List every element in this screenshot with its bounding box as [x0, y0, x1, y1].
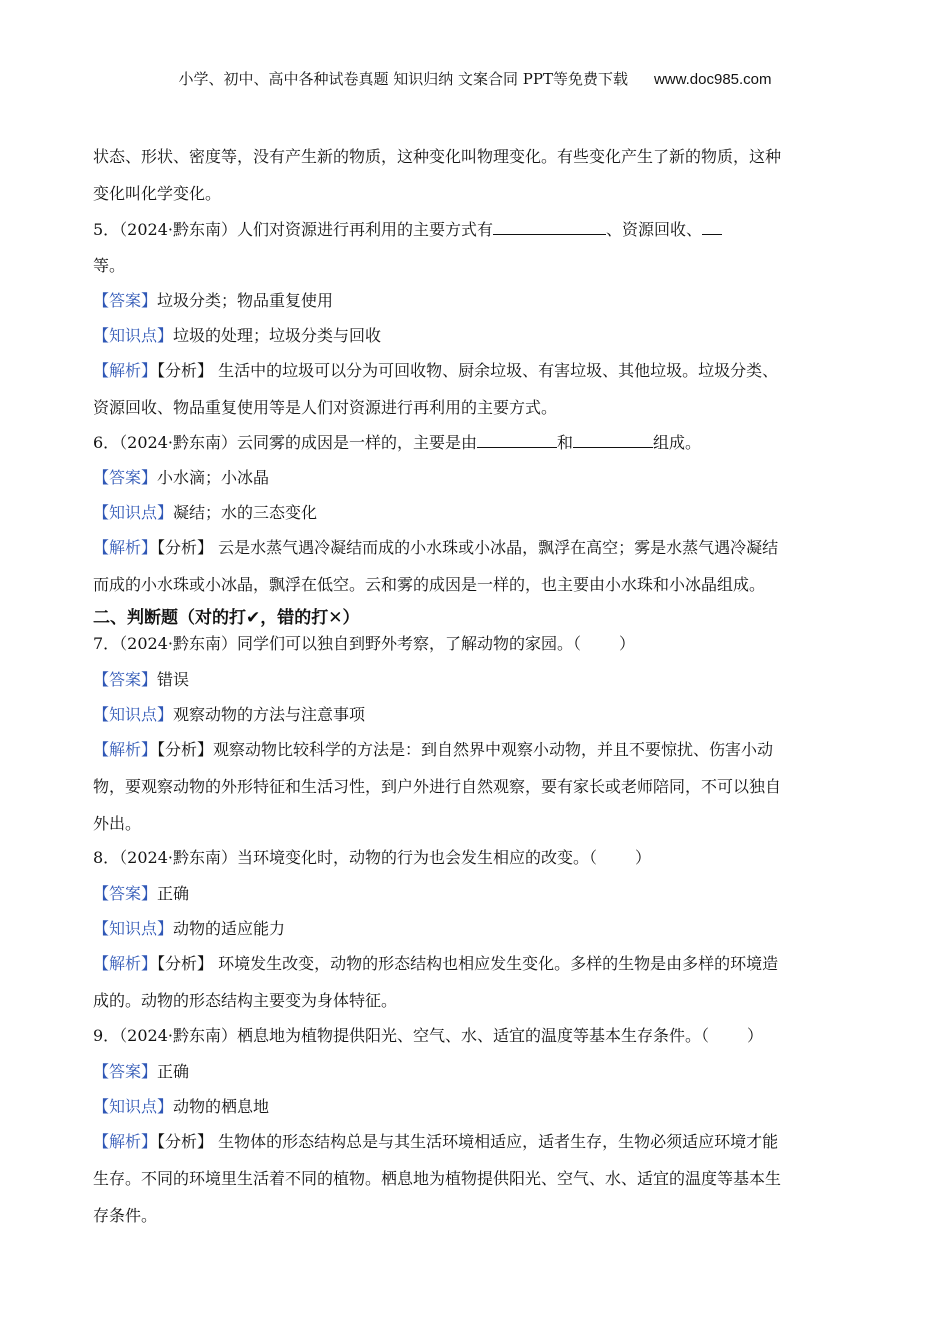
q6-analysis-text-1: 云是水蒸气遇冷凝结而成的小水珠或小冰晶，飘浮在高空；雾是水蒸气遇冷凝结: [213, 538, 779, 557]
q8-analysis-1: [93, 953, 863, 975]
page-header: [0, 68, 950, 89]
analysis-label: 【解析】: [93, 1132, 158, 1151]
q7-knowledge: [93, 704, 863, 726]
q5-stem-end: 等。: [93, 256, 126, 275]
q9-analysis-3: 存条件。: [93, 1206, 158, 1225]
answer-label: 【答案】: [93, 670, 158, 689]
answer-label: 【答案】: [93, 468, 158, 487]
q8-analysis-text-1: 环境发生改变，动物的形态结构也相应发生变化。多样的生物是由多样的环境造: [213, 954, 779, 973]
q5-blank-2: [702, 220, 722, 235]
q8-stem-text: 8．（2024·黔东南）当环境变化时，动物的行为也会发生相应的改变。（: [93, 848, 597, 867]
q9-stem-text: 9．（2024·黔东南）栖息地为植物提供阳光、空气、水、适宜的温度等基本生存条件。（: [93, 1026, 709, 1045]
analyze-label: 【分析】: [157, 1132, 214, 1151]
header-site: www.doc985.com: [653, 71, 772, 88]
q9-stem-close: ）: [747, 1026, 764, 1045]
q9-analysis-text-1: 生物体的形态结构总是与其生活环境相适应，适者生存，生物必须适应环境才能: [213, 1132, 779, 1151]
header-text: 小学、初中、高中各种试卷真题 知识归纳 文案合同 PPT等免费下载: [178, 70, 628, 88]
knowledge-label: 【知识点】: [93, 705, 174, 724]
q6-analysis-2: 而成的小水珠或小冰晶，飘浮在低空。云和雾的成因是一样的，也主要由小水珠和小冰晶组成。: [93, 575, 766, 594]
q8-knowledge-text: 动物的适应能力: [173, 919, 286, 938]
analysis-label: 【解析】: [93, 361, 158, 380]
q8-knowledge: [93, 918, 863, 940]
q5-knowledge-text: 垃圾的处理；垃圾分类与回收: [173, 326, 382, 345]
answer-label: 【答案】: [93, 1062, 158, 1081]
q6-blank-2: [573, 433, 653, 448]
answer-label: 【答案】: [93, 291, 158, 310]
q7-stem: [93, 633, 863, 655]
analyze-label: 【分析】: [157, 740, 214, 759]
section-2-title: 二、判断题（对的打✔，错的打✕）: [93, 608, 360, 628]
q5-analysis-2: 资源回收、物品重复使用等是人们对资源进行再利用的主要方式。: [93, 398, 558, 417]
q6-answer: [93, 467, 863, 489]
q5-blank-1: [493, 220, 606, 235]
knowledge-label: 【知识点】: [93, 1097, 174, 1116]
q6-analysis-1: [93, 537, 863, 559]
q7-knowledge-text: 观察动物的方法与注意事项: [173, 705, 366, 724]
analyze-label: 【分析】: [157, 361, 214, 380]
q9-analysis-1: [93, 1131, 863, 1153]
analysis-label: 【解析】: [93, 740, 158, 759]
q8-answer: [93, 883, 863, 905]
knowledge-label: 【知识点】: [93, 503, 174, 522]
q9-answer: [93, 1061, 863, 1083]
q9-analysis-2: 生存。不同的环境里生活着不同的植物。栖息地为植物提供阳光、空气、水、适宜的温度等基本生: [93, 1169, 782, 1188]
q6-answer-text: 小水滴；小冰晶: [157, 468, 270, 487]
q7-analysis-3: 外出。: [93, 814, 142, 833]
q5-answer: [93, 290, 863, 312]
q5-knowledge: [93, 325, 863, 347]
analysis-label: 【解析】: [93, 954, 158, 973]
q8-analysis-2: 成的。动物的形态结构主要变为身体特征。: [93, 991, 398, 1010]
q6-blank-1: [477, 433, 557, 448]
q6-knowledge-text: 凝结；水的三态变化: [173, 503, 318, 522]
q5-analysis-1: [93, 360, 863, 382]
q7-analysis-2: 物，要观察动物的外形特征和生活习性，到户外进行自然观察，要有家长或老师陪同，不可以独自: [93, 777, 782, 796]
q6-stem-text-c: 组成。: [653, 433, 702, 452]
q6-stem-text-b: 和: [557, 433, 574, 452]
q7-analysis-1: [93, 739, 863, 761]
q7-answer-text: 错误: [157, 670, 190, 689]
intro-line-2: 变化叫化学变化。: [93, 184, 222, 203]
intro-line-1: 状态、形状、密度等，没有产生新的物质，这种变化叫物理变化。有些变化产生了新的物质，这种: [93, 147, 782, 166]
knowledge-label: 【知识点】: [93, 326, 174, 345]
q6-knowledge: [93, 502, 863, 524]
q6-stem: [93, 432, 863, 454]
answer-label: 【答案】: [93, 884, 158, 903]
knowledge-label: 【知识点】: [93, 919, 174, 938]
q8-stem-close: ）: [635, 848, 652, 867]
q6-stem-text-a: 6．（2024·黔东南）云同雾的成因是一样的，主要是由: [93, 433, 477, 452]
q7-stem-close: ）: [619, 634, 636, 653]
analyze-label: 【分析】: [157, 538, 214, 557]
q5-stem: [93, 219, 863, 241]
q9-answer-text: 正确: [157, 1062, 190, 1081]
q7-analysis-text-1: 观察动物比较科学的方法是：到自然界中观察小动物，并且不要惊扰、伤害小动: [213, 740, 774, 759]
q8-stem: [93, 847, 863, 869]
q7-answer: [93, 669, 863, 691]
q5-analysis-text-1: 生活中的垃圾可以分为可回收物、厨余垃圾、有害垃圾、其他垃圾。垃圾分类、: [213, 361, 779, 380]
q5-stem-text-b: 、资源回收、: [606, 220, 703, 239]
q9-knowledge: [93, 1096, 863, 1118]
q9-stem: [93, 1025, 863, 1047]
q5-stem-text-a: 5．（2024·黔东南）人们对资源进行再利用的主要方式有: [93, 220, 493, 239]
q9-knowledge-text: 动物的栖息地: [173, 1097, 270, 1116]
q7-stem-text: 7．（2024·黔东南）同学们可以独自到野外考察，了解动物的家园。（: [93, 634, 581, 653]
q8-answer-text: 正确: [157, 884, 190, 903]
analyze-label: 【分析】: [157, 954, 214, 973]
q5-answer-text: 垃圾分类；物品重复使用: [157, 291, 334, 310]
analysis-label: 【解析】: [93, 538, 158, 557]
